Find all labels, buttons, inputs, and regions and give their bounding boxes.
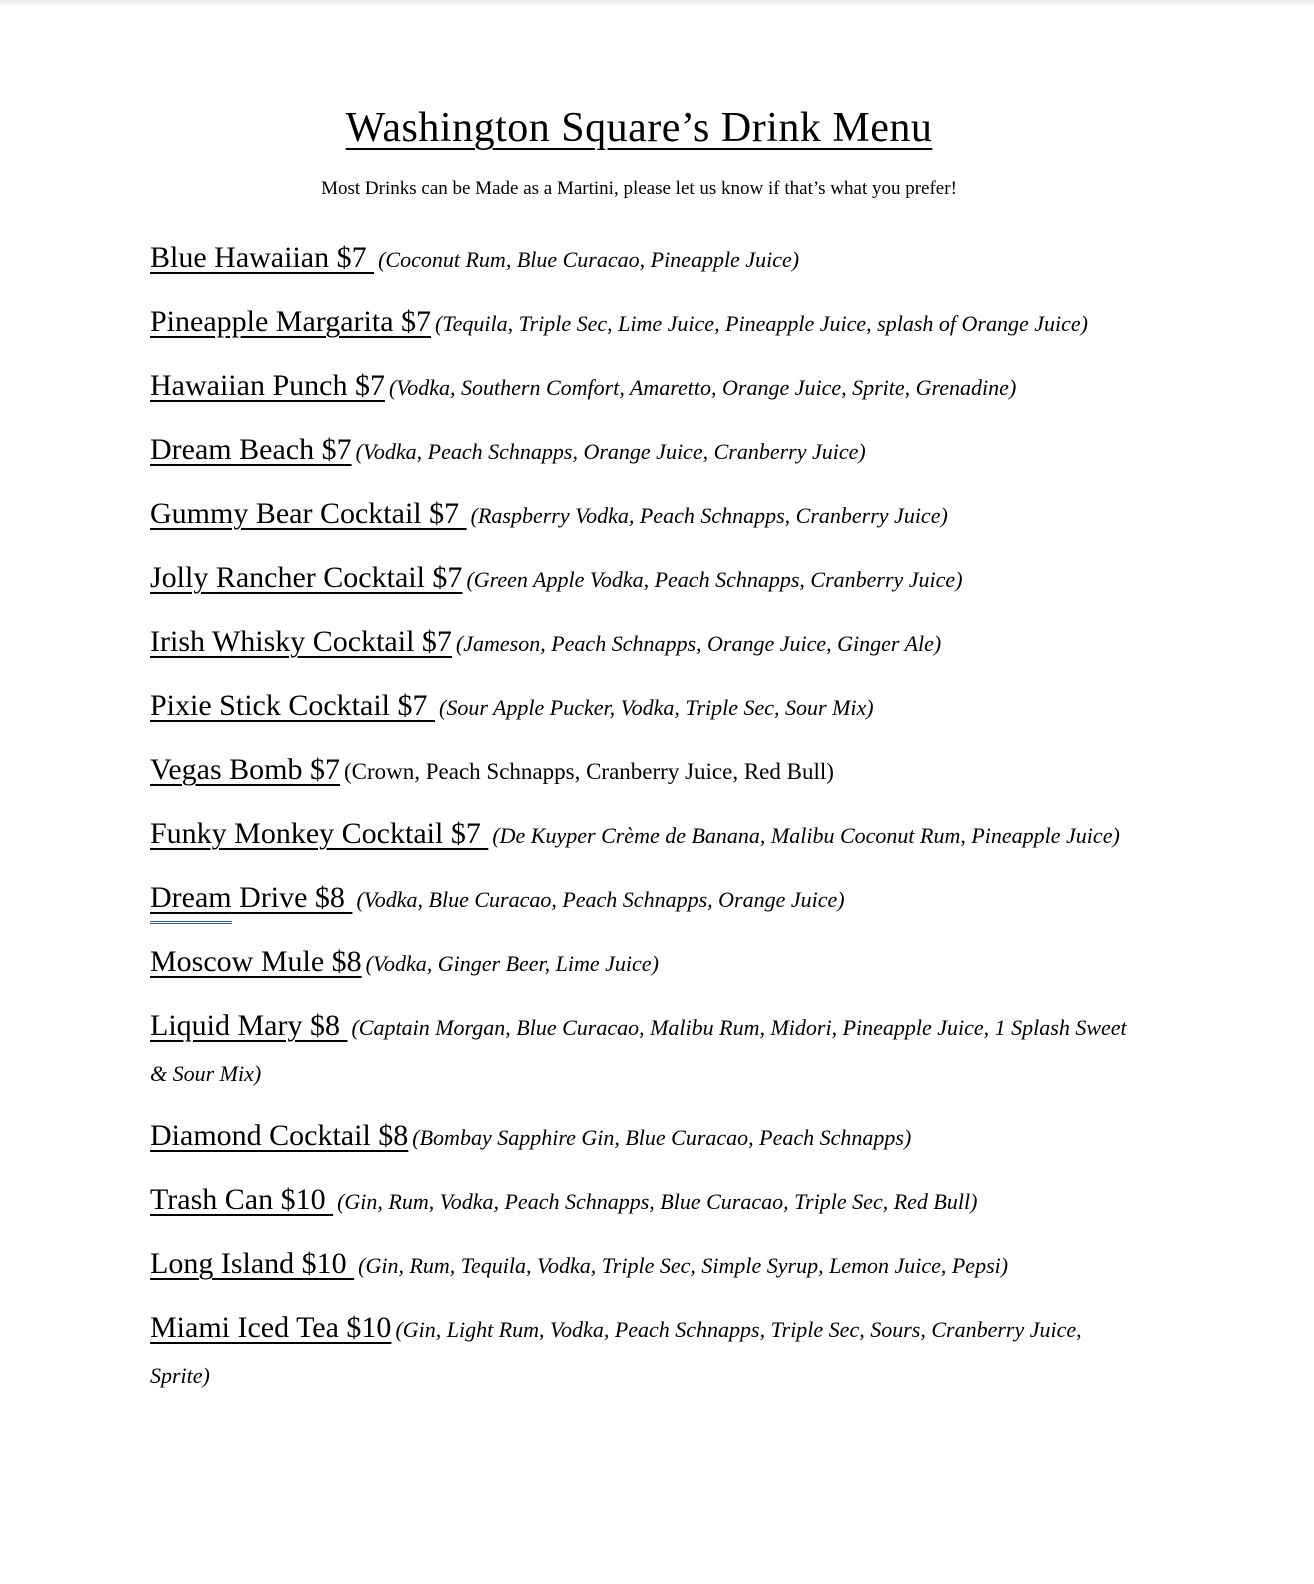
drink-name: Hawaiian Punch $7 bbox=[150, 369, 385, 402]
menu-item bbox=[150, 812, 1128, 860]
menu-item bbox=[150, 940, 1128, 988]
drink-name: Long Island $10 bbox=[150, 1247, 355, 1280]
drink-ingredients: (Jameson, Peach Schnapps, Orange Juice, Ginger Ale) bbox=[455, 631, 942, 656]
drink-name: Jolly Rancher Cocktail $7 bbox=[150, 561, 463, 594]
drink-ingredients: (Tequila, Triple Sec, Lime Juice, Pineapple Juice, splash of Orange Juice) bbox=[435, 311, 1088, 336]
page-title: Washington Square’s Drink Menu bbox=[345, 105, 933, 151]
drink-name: Blue Hawaiian $7 bbox=[150, 241, 375, 274]
drink-ingredients: (Crown, Peach Schnapps, Cranberry Juice, Red Bull) bbox=[344, 759, 834, 784]
drink-name: Funky Monkey Cocktail $7 bbox=[150, 817, 489, 850]
drink-name: Pixie Stick Cocktail $7 bbox=[150, 689, 435, 722]
menu-item bbox=[150, 876, 1128, 924]
drink-ingredients: (Coconut Rum, Blue Curacao, Pineapple Juice) bbox=[378, 247, 800, 272]
drink-name: Irish Whisky Cocktail $7 bbox=[150, 625, 452, 658]
menu-item bbox=[150, 428, 1128, 476]
drink-ingredients: (Vodka, Southern Comfort, Amaretto, Orange Juice, Sprite, Grenadine) bbox=[388, 375, 1017, 400]
drink-name: Dream Drive $8 bbox=[150, 881, 353, 914]
drink-ingredients: (Vodka, Ginger Beer, Lime Juice) bbox=[365, 951, 659, 976]
menu-item bbox=[150, 556, 1128, 604]
drink-name: Diamond Cocktail $8 bbox=[150, 1119, 409, 1152]
drink-name: Pineapple Margarita $7 bbox=[150, 305, 432, 338]
menu-item bbox=[150, 492, 1128, 540]
drink-name: Miami Iced Tea $10 bbox=[150, 1311, 392, 1344]
drink-ingredients: (Green Apple Vodka, Peach Schnapps, Cranberry Juice) bbox=[466, 567, 963, 592]
drink-ingredients: (Gin, Light Rum, Vodka, Peach Schnapps, Triple Sec, Sours, Cranberry Juice, Sprite) bbox=[150, 1317, 1082, 1388]
page-subtitle: Most Drinks can be Made as a Martini, please let us know if that’s what you prefer! bbox=[321, 178, 957, 199]
drink-ingredients: (Sour Apple Pucker, Vodka, Triple Sec, Sour Mix) bbox=[439, 695, 874, 720]
drink-name: Moscow Mule $8 bbox=[150, 945, 362, 978]
drink-name: Dream Beach $7 bbox=[150, 433, 352, 466]
menu-item bbox=[150, 364, 1128, 412]
menu-item bbox=[150, 1242, 1128, 1290]
menu-list bbox=[150, 236, 1128, 1400]
drink-ingredients: (Gin, Rum, Tequila, Vodka, Triple Sec, Simple Syrup, Lemon Juice, Pepsi) bbox=[358, 1253, 1009, 1278]
grammar-check-underline: Dream bbox=[150, 881, 232, 914]
menu-item bbox=[150, 684, 1128, 732]
menu-item bbox=[150, 1178, 1128, 1226]
drink-name: Gummy Bear Cocktail $7 bbox=[150, 497, 467, 530]
document-page bbox=[0, 6, 1314, 1400]
drink-ingredients: (Vodka, Blue Curacao, Peach Schnapps, Orange Juice) bbox=[356, 887, 845, 912]
drink-ingredients: (Vodka, Peach Schnapps, Orange Juice, Cranberry Juice) bbox=[355, 439, 866, 464]
drink-name: Vegas Bomb $7 bbox=[150, 753, 340, 786]
menu-item bbox=[150, 236, 1128, 284]
menu-item bbox=[150, 748, 1128, 796]
menu-item bbox=[150, 300, 1128, 348]
drink-ingredients: (Raspberry Vodka, Peach Schnapps, Cranberry Juice) bbox=[470, 503, 948, 528]
drink-ingredients: (Bombay Sapphire Gin, Blue Curacao, Peach Schnapps) bbox=[412, 1125, 912, 1150]
drink-ingredients: (Captain Morgan, Blue Curacao, Malibu Rum, Midori, Pineapple Juice, 1 Splash Sweet & Sour Mix) bbox=[150, 1015, 1127, 1086]
drink-ingredients: (De Kuyper Crème de Banana, Malibu Coconut Rum, Pineapple Juice) bbox=[492, 823, 1120, 848]
drink-ingredients: (Gin, Rum, Vodka, Peach Schnapps, Blue Curacao, Triple Sec, Red Bull) bbox=[337, 1189, 978, 1214]
menu-item bbox=[150, 1114, 1128, 1162]
menu-item bbox=[150, 1004, 1128, 1098]
menu-item bbox=[150, 620, 1128, 668]
drink-name: Trash Can $10 bbox=[150, 1183, 334, 1216]
menu-item bbox=[150, 1306, 1128, 1400]
drink-name: Liquid Mary $8 bbox=[150, 1009, 348, 1042]
